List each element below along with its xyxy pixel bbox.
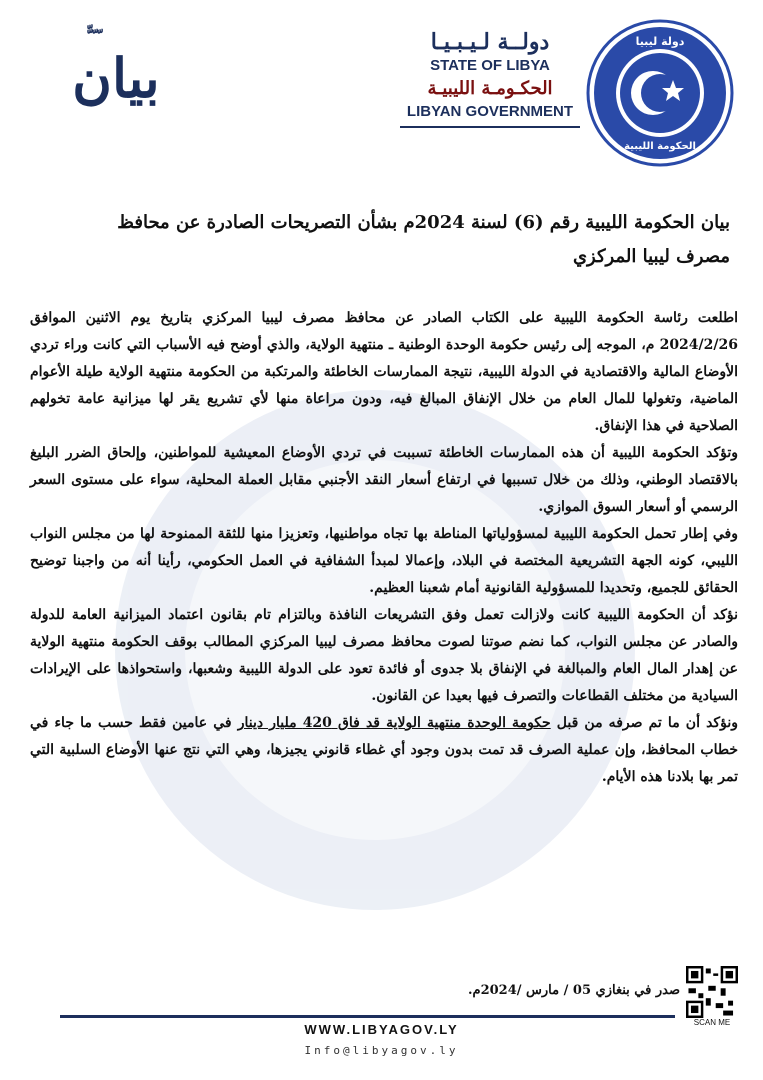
- statement-title: [40, 206, 730, 274]
- logo-ornament: ّ ّ ّ ّ: [86, 28, 102, 47]
- emblem-bottom-text: الحكومة الليبية: [624, 141, 696, 152]
- bayan-logo-text: بيان: [72, 46, 160, 110]
- email-link[interactable]: Info@libyagov.ly: [304, 1044, 459, 1057]
- paragraph-1: اطلعت رئاسة الحكومة الليبية على الكتاب الصادر عن محافظ مصرف ليبيا المركزي بتاريخ يوم الاثنين الموافق 2024/2/26 م، الموجه إلى رئيس حكومة الوحدة الوطنية ـ منتهية الولاية، والذي أوضح فيه الأسباب التي كانت وراء تردي الأوضاع المالية والاقتصادية في الدولة الليبية، نتيجة الممارسات الخاطئة والمرتكبة من الحكومة منتهية الولاية طيلة الأعوام الماضية، وتغولها للمال العام من خلال الإنفاق المبالغ فيه، ودون مراعاة منها لأي تشريع يقر لها ميزانية عامة تخولهم الصلاحية في هذا الإنفاق.: [30, 310, 738, 434]
- header-rule: [400, 126, 580, 128]
- government-name-english: LIBYAN GOVERNMENT: [406, 103, 574, 120]
- paragraph-2: وتؤكد الحكومة الليبية أن هذه الممارسات الخاطئة تسببت في تردي الأوضاع المعيشية للمواطنين، وإلحاق الضرر البليغ بالاقتصاد الوطني، وذلك من خلال تسببها في ارتفاع أسعار النقد الأجنبي مقابل العملة المحلية، سواء على مستوى السعر الرسمي أو أسعار السوق الموازي.: [30, 445, 738, 515]
- footer-rule: [60, 1015, 675, 1018]
- paragraph-4: نؤكد أن الحكومة الليبية كانت ولازالت تعمل وفق التشريعات النافذة وبالتزام تام بقانون اعتماد الميزانية العامة للدولة والصادر عن مجلس النواب، كما نضم صوتنا لصوت محافظ مصرف ليبيا المركزي المطالب بوقف الحكومة منتهية الولاية عن إهدار المال العام والمبالغة في الإنفاق بلا جدوى أو فائدة تعود على الدولة الليبية وشعبها، واستحواذها على الإيرادات السيادية من مختلف القطاعات والتصرف فيها بعيدا عن القانون.: [30, 607, 738, 704]
- title-line-1: بيان الحكومة الليبية رقم (6) لسنة 2024م بشأن التصريحات الصادرة عن محافظ: [117, 212, 730, 233]
- website-link[interactable]: WWW.LIBYAGOV.LY: [304, 1022, 459, 1037]
- state-name-arabic: دولــة لـيـبـيـا: [430, 29, 550, 55]
- paragraph-3: وفي إطار تحمل الحكومة الليبية لمسؤولياتها المناطة بها تجاه مواطنيها، وتعزيزا منها للثقة الممنوحة لها من مجلس النواب الليبي، كونه الجهة التشريعية المختصة في البلاد، وإعمالا لمبدأ الشفافية في العمل الحكومي، رأينا أنه من واجبنا توضيح الحقائق للجميع، وتحديدا للمسؤولية القانونية أمام شعبنا العظيم.: [30, 526, 738, 596]
- government-name-arabic: الحكـومـة الليبيـة: [427, 78, 553, 99]
- emblem-top-text: دولة ليبيا: [635, 35, 685, 48]
- state-name-english: STATE OF LIBYA: [430, 57, 550, 74]
- paragraph-5: [30, 710, 738, 791]
- state-header: [400, 28, 580, 128]
- scan-me-label: SCAN ME: [693, 1018, 731, 1027]
- qr-code[interactable]: [686, 966, 738, 1018]
- spending-highlight: حكومة الوحدة منتهية الولاية قد فاق 420 مليار دينار: [237, 715, 551, 731]
- government-emblem: [585, 18, 735, 168]
- statement-body: [30, 305, 738, 791]
- paragraph-5-start: ونؤكد أن ما تم صرفه من قبل: [550, 715, 738, 731]
- bayan-logo: [56, 28, 176, 128]
- paragraph-5-end: في عامين فقط حسب ما جاء في خطاب المحافظ، وإن عملية الصرف قد تمت بدون وجود أي غطاء قانوني يجيزها، وهي التي نتج عنها الأوضاع السلبية التي تمر بها بلادنا هذه الأيام.: [30, 715, 738, 785]
- title-line-2: مصرف ليبيا المركزي: [572, 246, 730, 267]
- issued-date: صدر في بنغازي 05 / مارس /2024م.: [467, 983, 680, 998]
